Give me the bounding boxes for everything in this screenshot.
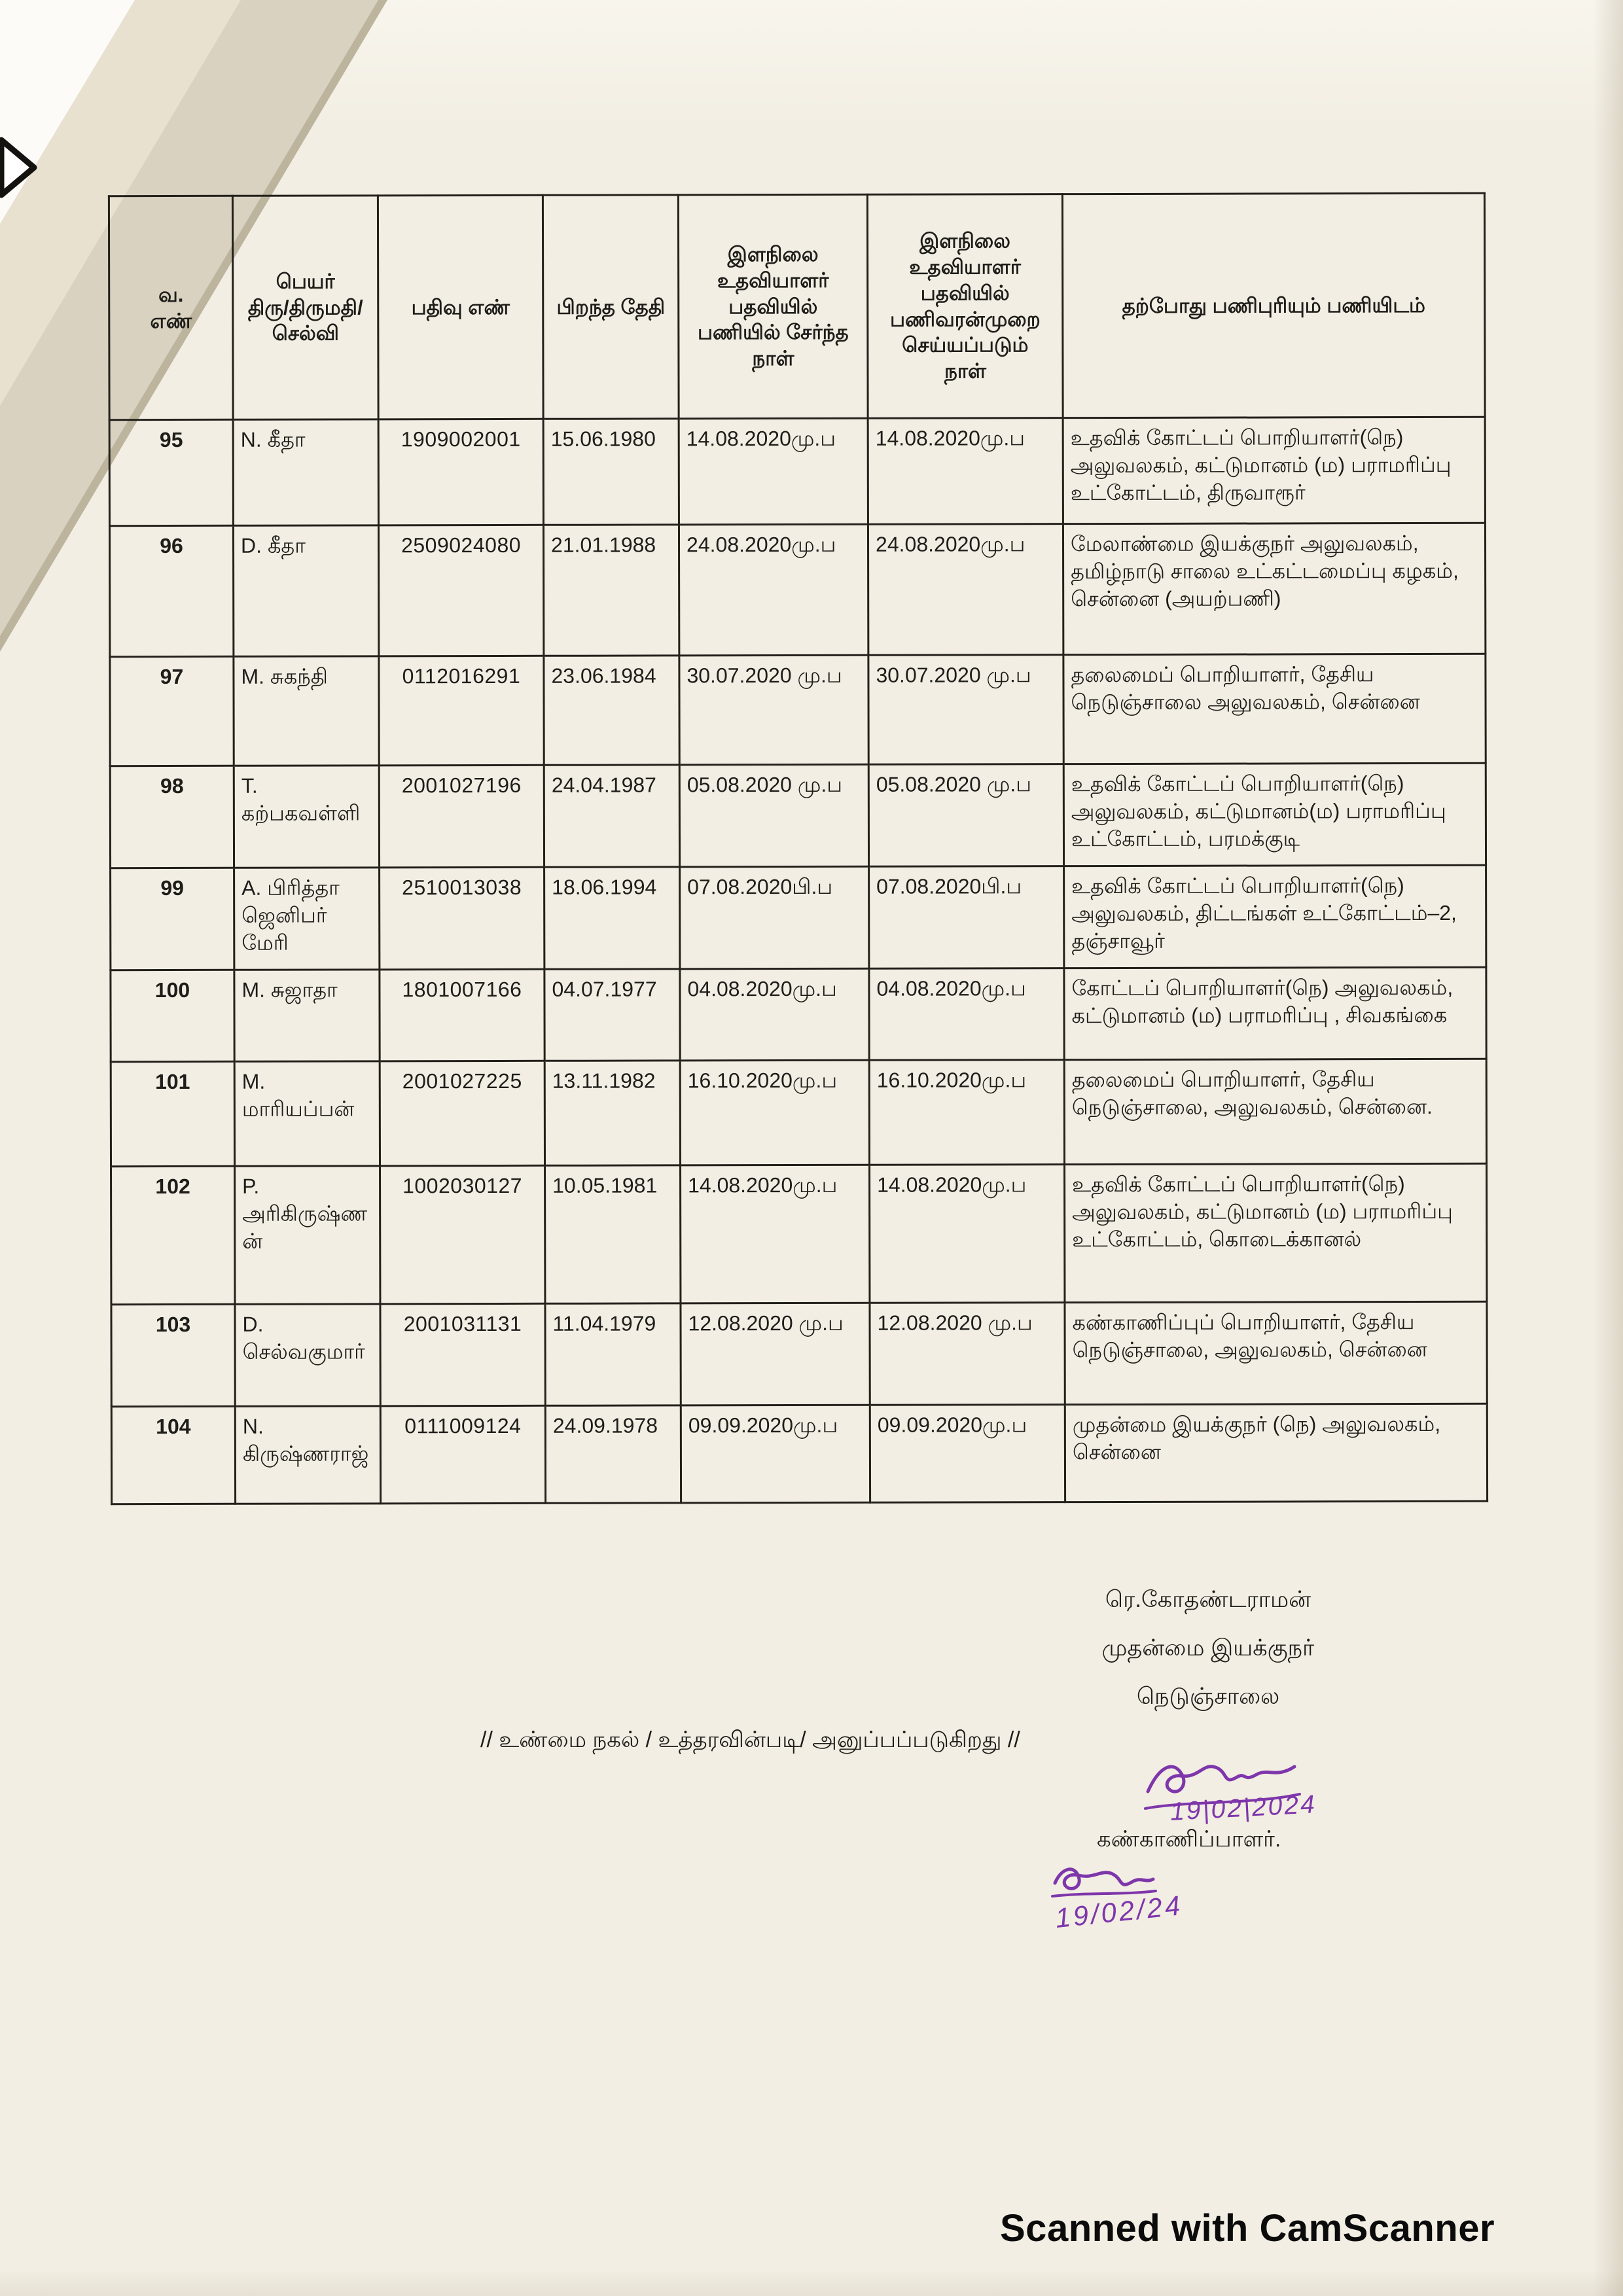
cell-regularization-date: 24.08.2020மு.ப <box>868 524 1063 656</box>
cell-join-date: 09.09.2020மு.ப <box>681 1405 870 1503</box>
table-row <box>111 967 1486 1061</box>
cell-regularization-date: 04.08.2020மு.ப <box>869 968 1064 1061</box>
cell-name: P. அரிகிருஷ்ணன் <box>235 1166 380 1304</box>
table-row <box>110 763 1486 868</box>
table-row <box>111 1301 1487 1406</box>
column-header-name: பெயர் திரு/திருமதி/செல்வி <box>232 196 378 419</box>
cell-regularization-date: 05.08.2020 மு.ப <box>868 764 1063 867</box>
cell-name: N. கிருஷ்ணராஜ் <box>235 1406 380 1504</box>
cell-join-date: 16.10.2020மு.ப <box>680 1060 869 1165</box>
cell-reg-no: 2001027196 <box>379 765 544 868</box>
cell-workplace: தலைமைப் பொறியாளர், தேசிய நெடுஞ்சாலை அலுவலகம், சென்னை <box>1063 654 1486 764</box>
cell-dob: 13.11.1982 <box>544 1061 680 1165</box>
handwritten-date-1: 19|02|2024 <box>1169 1790 1317 1826</box>
cell-workplace: உதவிக் கோட்டப் பொறியாளர்(நெ) அலுவலகம், திட்டங்கள் உட்கோட்டம்–2, தஞ்சாவூர் <box>1064 865 1486 968</box>
cell-reg-no: 1002030127 <box>380 1165 545 1304</box>
cell-serial: 104 <box>111 1406 235 1504</box>
column-header-dob: பிறந்த தேதி <box>543 195 679 419</box>
cell-regularization-date: 30.07.2020 மு.ப <box>868 655 1063 765</box>
table-row <box>111 1404 1487 1504</box>
cell-join-date: 04.08.2020மு.ப <box>680 968 869 1061</box>
cell-reg-no: 0111009124 <box>380 1405 545 1504</box>
cell-workplace: கோட்டப் பொறியாளர்(நெ) அலுவலகம், கட்டுமானம் (ம) பராமரிப்பு , சிவகங்கை <box>1064 967 1486 1059</box>
cell-name: T. கற்பகவள்ளி <box>234 766 379 868</box>
cell-reg-no: 2001031131 <box>380 1303 545 1406</box>
cell-dob: 10.05.1981 <box>545 1165 681 1303</box>
column-header-reg-no: பதிவு எண் <box>378 195 543 419</box>
table-row <box>111 1059 1486 1166</box>
camscanner-watermark: Scanned with CamScanner <box>1000 2207 1495 2250</box>
cell-dob: 15.06.1980 <box>543 419 679 525</box>
cell-regularization-date: 07.08.2020பி.ப <box>869 866 1064 969</box>
cell-name: M. மாரியப்பன் <box>234 1061 380 1166</box>
attestation-line: // உண்மை நகல் / உத்தரவின்படி/ அனுப்பப்படுகிறது // <box>480 1727 1020 1752</box>
cell-reg-no: 1801007166 <box>380 969 544 1061</box>
cell-reg-no: 2001027225 <box>380 1061 544 1166</box>
cell-reg-no: 1909002001 <box>378 419 543 525</box>
cell-workplace: தலைமைப் பொறியாளர், தேசிய நெடுஞ்சாலை, அலுவலகம், சென்னை. <box>1064 1059 1486 1164</box>
cell-join-date: 07.08.2020பி.ப <box>680 866 869 969</box>
cell-serial: 102 <box>111 1166 235 1304</box>
column-header-join-date: இளநிலை உதவியாளர் பதவியில் பணியில் சேர்ந்த நாள் <box>678 194 868 419</box>
handwritten-date-2: 19/02/24 <box>1054 1889 1185 1934</box>
cell-serial: 101 <box>111 1061 234 1166</box>
cell-regularization-date: 09.09.2020மு.ப <box>870 1405 1065 1503</box>
signatory-name: ரெ.கோதண்டராமன் <box>1105 1587 1311 1612</box>
cell-join-date: 05.08.2020 மு.ப <box>679 764 868 867</box>
column-header-regularization-date: இளநிலை உதவியாளர் பதவியில் பணிவரன்முறை செய்யப்படும் நாள் <box>867 194 1063 419</box>
cell-workplace: உதவிக் கோட்டப் பொறியாளர்(நெ) அலுவலகம், கட்டுமானம்(ம) பராமரிப்பு உட்கோட்டம், பரமக்குடி <box>1063 763 1486 866</box>
table-row <box>109 523 1485 656</box>
cell-join-date: 30.07.2020 மு.ப <box>679 655 868 765</box>
cell-dob: 24.04.1987 <box>544 765 679 867</box>
cell-serial: 103 <box>111 1304 235 1406</box>
signatory-department: நெடுஞ்சாலை <box>1136 1684 1280 1709</box>
cell-join-date: 12.08.2020 மு.ப <box>681 1303 870 1405</box>
table-header-row <box>109 193 1485 419</box>
cell-dob: 11.04.1979 <box>545 1303 681 1405</box>
cell-join-date: 14.08.2020மு.ப <box>679 418 868 525</box>
cell-workplace: முதன்மை இயக்குநர் (நெ) அலுவலகம், சென்னை <box>1065 1404 1487 1502</box>
chevron-right-icon <box>0 136 41 202</box>
table-row <box>111 865 1486 970</box>
cell-regularization-date: 12.08.2020 மு.ப <box>870 1303 1065 1405</box>
cell-name: D. செல்வகுமார் <box>235 1304 380 1406</box>
column-header-workplace: தற்போது பணிபுரியும் பணியிடம் <box>1062 193 1485 417</box>
cell-workplace: உதவிக் கோட்டப் பொறியாளர்(நெ) அலுவலகம், கட்டுமானம் (ம) பராமரிப்பு உட்கோட்டம், கொடைக்கானல் <box>1065 1163 1487 1302</box>
signatory-block <box>1077 1576 1339 1721</box>
column-header-serial: வ. எண் <box>109 196 233 419</box>
cell-workplace: உதவிக் கோட்டப் பொறியாளர்(நெ) அலுவலகம், கட்டுமானம் (ம) பராமரிப்பு உட்கோட்டம், திருவாரூர் <box>1063 417 1485 523</box>
cell-serial: 100 <box>111 970 234 1061</box>
paper-bottom-edge-shadow <box>0 2270 1623 2296</box>
cell-regularization-date: 14.08.2020மு.ப <box>868 418 1063 525</box>
approver-title: கண்காணிப்பாளர். <box>1097 1827 1281 1852</box>
employee-posting-table <box>108 192 1488 1505</box>
cell-name: M. சுகந்தி <box>234 656 379 766</box>
table-row <box>110 654 1486 766</box>
cell-reg-no: 0112016291 <box>379 656 544 766</box>
cell-dob: 04.07.1977 <box>544 969 680 1061</box>
cell-workplace: மேலாண்மை இயக்குநர் அலுவலகம், தமிழ்நாடு சாலை உட்கட்டமைப்பு கழகம், சென்னை (அயற்பணி) <box>1063 523 1485 654</box>
cell-dob: 23.06.1984 <box>544 656 679 765</box>
cell-dob: 18.06.1994 <box>544 867 680 969</box>
signatory-designation: முதன்மை இயக்குநர் <box>1101 1635 1315 1661</box>
cell-reg-no: 2510013038 <box>380 867 544 970</box>
cell-name: A. பிரித்தா ஜெனிபர் மேரி <box>234 868 380 970</box>
cell-name: N. கீதா <box>233 419 378 525</box>
cell-name: M. சுஜாதா <box>234 970 380 1061</box>
cell-workplace: கண்காணிப்புப் பொறியாளர், தேசிய நெடுஞ்சாலை, அலுவலகம், சென்னை <box>1065 1301 1487 1404</box>
paper-right-edge-shadow <box>1593 0 1623 2296</box>
cell-serial: 97 <box>110 656 234 766</box>
cell-serial: 98 <box>110 766 234 868</box>
cell-serial: 96 <box>109 525 233 656</box>
cell-join-date: 24.08.2020மு.ப <box>679 524 868 656</box>
cell-reg-no: 2509024080 <box>378 525 543 656</box>
cell-dob: 21.01.1988 <box>543 525 679 656</box>
cell-regularization-date: 16.10.2020மு.ப <box>869 1060 1064 1165</box>
cell-dob: 24.09.1978 <box>545 1405 681 1503</box>
cell-name: D. கீதா <box>233 525 378 656</box>
table-row <box>109 417 1485 525</box>
table-row <box>111 1163 1487 1304</box>
cell-regularization-date: 14.08.2020மு.ப <box>870 1165 1065 1303</box>
cell-serial: 95 <box>109 419 233 525</box>
cell-serial: 99 <box>111 868 234 970</box>
cell-join-date: 14.08.2020மு.ப <box>681 1165 870 1303</box>
